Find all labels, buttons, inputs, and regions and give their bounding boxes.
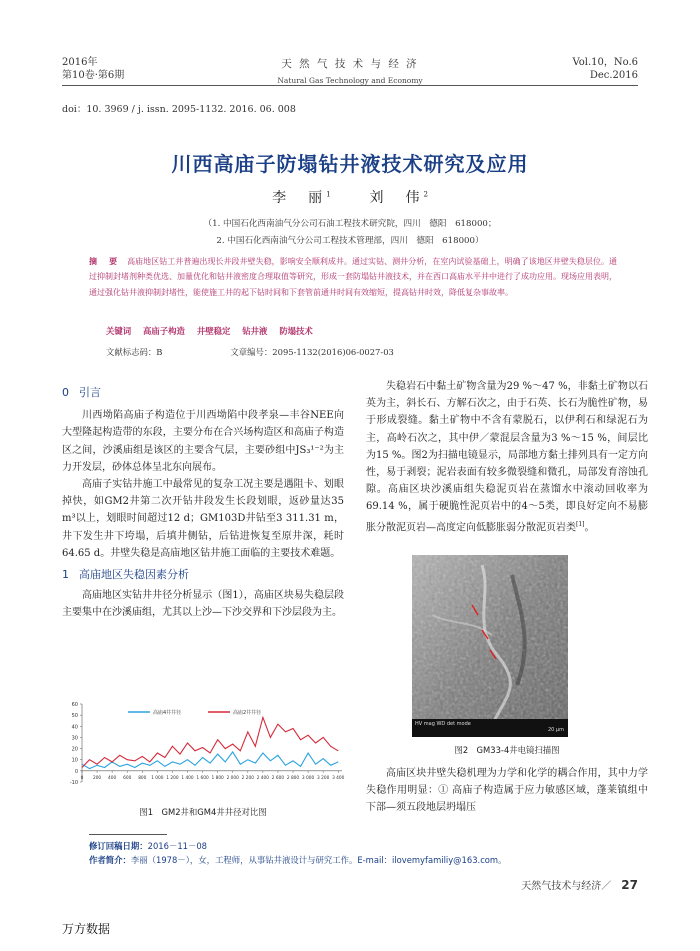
y-tick-label: 40 [71,724,78,731]
x-tick-label: 1 000 [151,775,164,781]
x-tick-label: 1 400 [181,775,194,781]
classification [106,346,394,358]
x-tick-label: 1 600 [196,775,209,781]
keyword: 防塌技术 [279,326,313,336]
x-tick-label: 1 800 [211,775,224,781]
legend-label: 高庙4井井径 [153,710,182,716]
paragraph: 高庙地区实钻井井径分析显示（图1），高庙区块易失稳层段主要集中在沙溪庙组，尤其以上沙—下沙交界和下沙层段为主。 [62,590,344,619]
paper-title: 川西高庙子防塌钻井液技术研究及应用 [171,152,529,176]
sem-scale-bar: 20 μm [547,727,564,733]
paragraph: 川西坳陷高庙子构造位于川西坳陷中段孝泉—丰谷NEE向大型隆起构造带的东段，主要分布在合兴场构造区和高庙子构造区之间，沙溪庙组是该区的主要含气层，主要砂组中JS₃¹⁻²为主力开发层，砂体总体呈北东向展布。 [62,410,344,473]
paragraph: 高庙区块井壁失稳机理为力学和化学的耦合作用，其中力学失稳作用明显：① 高庙子构造属于应力敏感区域，蓬莱镇组中下部—须五段地层坍塌压 [366,768,648,814]
x-tick-label: 1 200 [166,775,179,781]
y-tick-label: 20 [71,746,78,753]
left-column [62,384,344,622]
sem-texture [412,555,568,737]
figure-1-caption: 图1 GM2井和GM4井井径对比图 [139,807,267,817]
affiliation-2: 2. 中国石化西南油气分公司工程技术管理部，四川 德阳 618000） [216,236,484,246]
y-tick-label: 60 [71,702,78,708]
received-label: 修订回稿日期： [89,841,148,851]
right-column-top [366,378,648,536]
footer-journal: 天然气技术与经济／ [521,881,612,892]
paragraph [366,378,648,536]
x-tick-label: 2 200 [241,775,254,781]
x-tick-label: 2 000 [226,775,239,781]
x-tick-label: 800 [138,775,147,781]
figure-2-caption: 图2 GM33-4井电镜扫描图 [454,745,560,755]
paragraph-end: 。 [584,521,595,533]
figure-1-chart [60,700,350,800]
y-tick-label: 50 [71,713,78,720]
article-number: 文章编号：2095-1132(2016)06-0027-03 [230,347,394,357]
section-heading-1 [62,566,344,583]
legend-label: 高庙2井井径 [233,710,262,716]
paragraph-text: 失稳岩石中黏土矿物含量为29 %～47 %，非黏土矿物以石英为主，斜长石、方解石次之，由于石英、长石为脆性矿物，易于形成裂缝。黏土矿物中不含有蒙脱石，以伊利石和绿泥石为主，高岭石次之，其中伊／蒙混层含量为3 %～15 %，间层比为15 %。图2为扫描电镜显示，局部地方黏土排列具有一定方向性，易于剥裂；泥岩表面有较多微裂缝和微孔，局部发育溶蚀孔隙。高庙区块沙溪庙组失稳泥页岩在蒸馏水中滚动回收率为69.14 %，属于硬脆性泥页岩中的4～5类，即良好定向不易膨胀分散泥页岩—高度定向低膨胀弱分散泥页岩类 [366,381,648,533]
doc-code: 文献标志码：B [106,347,163,357]
paragraph: 高庙子实钻井施工中最常见的复杂工况主要是遇阻卡、划眼掉快，如GM2井第二次开钻井段发生长段划眼，返砂量达35 m³以上，划眼时间超过12 d；GM103D井钻至3 311.31 m，井下发生井下垮塌，后填井侧钻，后钻进恢复至原井深，耗时64.65 d。井壁失稳是高庙地区钻井施工面临的主要技术难题。 [62,479,344,559]
page-footer [521,877,638,892]
doi: doi：10. 3969 / j. issn. 2095-1132. 2016. 06. 008 [62,104,296,115]
x-tick-label: 3 000 [301,775,315,781]
author-sup: 1 [326,190,331,199]
author-bio: 李丽（1978－），女，工程师，从事钻井液设计与研究工作。E-mail：ilovemyfamiliy@163.com。 [130,855,507,865]
header-right [572,56,638,82]
x-tick-label: 2 600 [271,775,285,781]
series-line-1 [82,752,338,769]
keyword: 钻井液 [242,326,268,336]
keywords [106,325,313,337]
author-label: 作者简介： [89,855,131,865]
abstract-label: 摘 要 [89,257,120,266]
footnote-author [89,854,506,866]
header-year: 2016年 [62,57,98,68]
section-heading-0 [62,384,344,401]
x-tick-label: 0 [80,775,84,781]
footnote-received [89,840,207,852]
journal-name-cn: 天 然 气 技 术 与 经 济 [281,58,419,70]
x-tick-label: 3 400 [332,775,345,781]
header-rule [62,85,638,86]
journal-name-en: Natural Gas Technology and Economy [277,76,423,85]
x-tick-label: 3 200 [317,775,330,781]
page-number: 27 [621,878,638,892]
author-name: 李 丽 [272,190,327,206]
header-volume-issue: 第10卷·第6期 [62,70,125,81]
x-tick-label: 400 [108,775,117,781]
y-tick-label: -10 [69,780,78,786]
keyword: 高庙子构造 [143,326,185,336]
authors [0,187,700,207]
x-tick-label: 600 [123,775,132,781]
keywords-label: 关键词 [106,326,132,336]
affiliation-1: （1. 中国石化西南油气分公司石油工程技术研究院，四川 德阳 618000； [203,219,497,229]
y-tick-label: 0 [74,768,78,775]
header-date: Dec.2016 [589,70,638,81]
right-column-bottom [366,765,648,817]
series-line-2 [82,717,338,767]
x-tick-label: 2 400 [256,775,270,781]
author-sup: 2 [423,190,428,199]
footnote-rule [89,834,167,835]
y-tick-label: 10 [71,757,78,764]
x-tick-label: 2 800 [286,775,300,781]
figure-2-sem-image [412,555,568,737]
abstract-text: 高庙地区钻工井普遍出现长井段井壁失稳，影响安全顺利成井。通过实钻、测井分析，在室内试验基础上，明确了该地区井壁失稳层位。通过抑制封堵剂种类优选、加量优化和钻井液密度合理取值等研究，形成一套防塌钻井液技术，并在西口高庙水平井中进行了成功应用。现场应用表明，通过强化钻井液抑制封堵性，能使施工井的起下钻时间和下套管前通井时间有效缩短，提高钻井时效，降低复杂事故率。 [89,257,618,297]
sem-info-bar: HV mag WD det mode [415,721,471,727]
keyword: 井壁稳定 [196,326,231,336]
section-title: 高庙地区失稳因素分析 [79,568,189,582]
citation: [1] [576,520,585,528]
affiliations [0,216,700,250]
header-vol-no: Vol.10，No.6 [572,57,638,68]
section-number: 0 [62,386,69,399]
x-tick-label: 200 [92,775,102,781]
section-number: 1 [62,568,69,582]
y-tick-label: 30 [71,735,78,742]
section-title: 引言 [79,386,101,399]
watermark: 万方数据 [62,922,111,936]
received-date: 2016－11－08 [147,841,208,851]
author-name: 刘 伟 [369,190,424,206]
abstract [89,254,617,300]
